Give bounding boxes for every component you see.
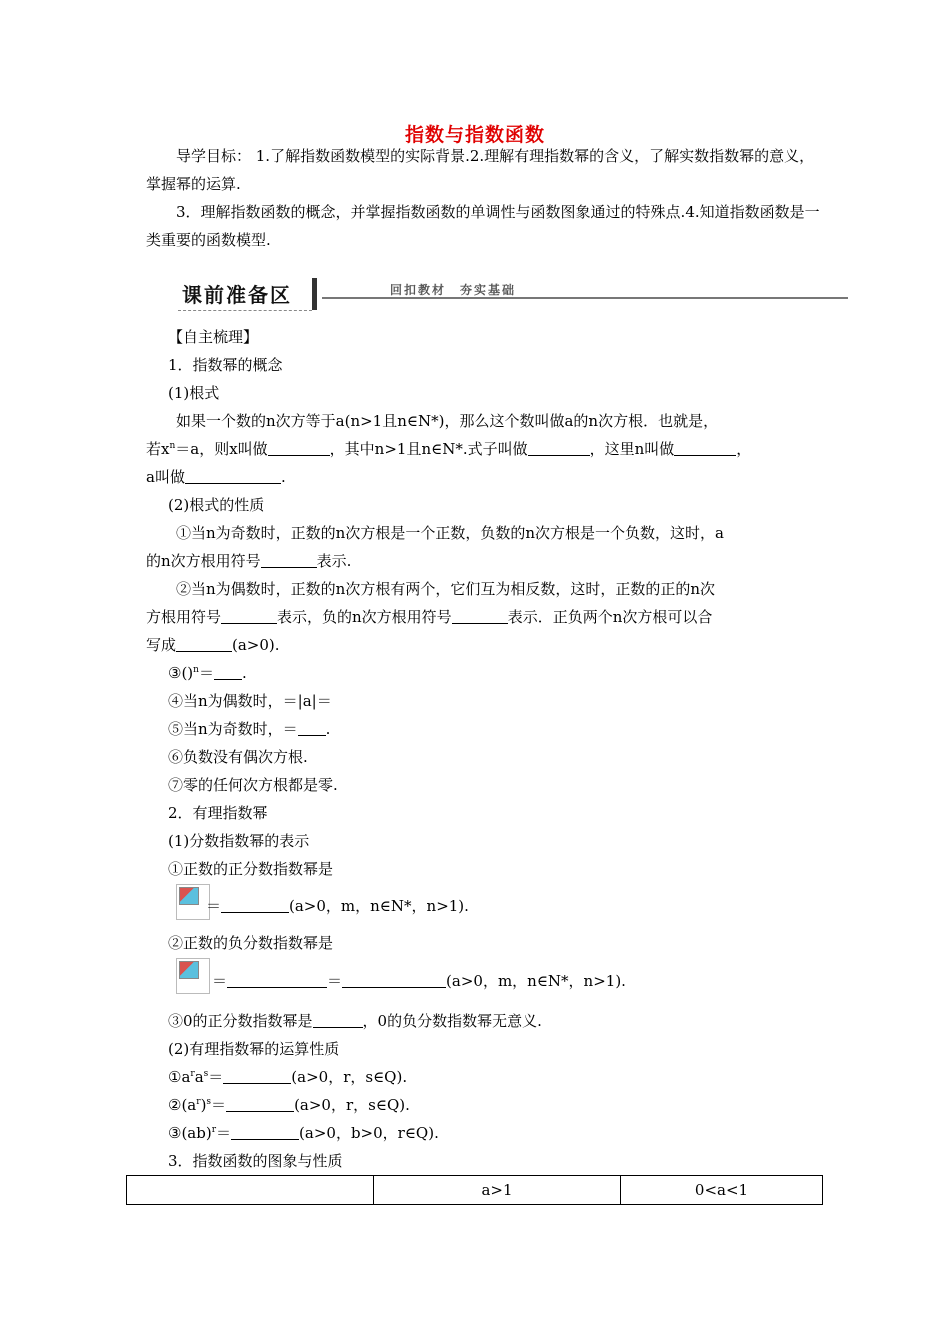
table-header-cell: 0<a<1 — [621, 1176, 823, 1205]
section-banner — [172, 276, 848, 312]
fraction-rule-2-label: ②正数的负分数指数幂是 — [168, 934, 334, 952]
learning-goals-1: 导学目标： 1.了解指数函数模型的实际背景.2.理解有理指数幂的含义，了解实数指数幂的意义，掌握幂的运算. — [146, 147, 815, 193]
answer-blank[interactable] — [261, 553, 317, 568]
fraction-rule-3: ③0的正分数指数幂是 ，0的负分数指数幂无意义. — [168, 1012, 542, 1030]
answer-blank[interactable] — [214, 665, 242, 680]
answer-blank[interactable] — [298, 721, 326, 736]
heading-3: 3．指数函数的图象与性质 — [168, 1152, 343, 1170]
operation-rule-3: ③(ab)$^r$＝ (a>0，b>0，r∈Q). — [168, 1124, 439, 1142]
subheading-2-1: (1)分数指数幂的表示 — [168, 832, 310, 850]
answer-blank[interactable] — [221, 609, 277, 624]
properties-table — [126, 1175, 823, 1205]
answer-blank[interactable] — [185, 469, 281, 484]
answer-blank[interactable] — [452, 609, 508, 624]
banner-divider — [312, 278, 317, 310]
fraction-rule-2: ＝ ＝ (a>0，m，n∈N*，n>1). — [212, 972, 626, 990]
property-2-line-2: 方根用符号 表示，负的n次方根用符号 表示．正负两个n次方根可以合 — [146, 608, 713, 626]
property-2-line-1: ②当n为偶数时，正数的n次方根有两个，它们互为相反数，这时，正数的正的n次 — [176, 580, 715, 598]
broken-image-icon — [179, 961, 199, 979]
page-title: 指数与指数函数 — [404, 124, 545, 146]
property-6: ⑥负数没有偶次方根. — [168, 748, 308, 766]
heading-1: 1．指数幂的概念 — [168, 356, 283, 374]
subheading-2-2: (2)有理指数幂的运算性质 — [168, 1040, 340, 1058]
answer-blank[interactable] — [227, 973, 327, 988]
property-1-line-1: ①当n为奇数时，正数的n次方根是一个正数，负数的n次方根是一个负数，这时，a — [176, 524, 724, 542]
definition-line-2: 若$x^n=a$，则x叫做 ，其中n>1且n∈N*.式子叫做 ，这里n叫做 ， — [146, 440, 752, 458]
formula-image — [176, 958, 210, 994]
section-label: 【自主梳理】 — [168, 328, 259, 346]
answer-blank[interactable] — [231, 1125, 299, 1140]
subheading-1-2: (2)根式的性质 — [168, 496, 265, 514]
definition-line-1: 如果一个数的n次方等于a(n>1且n∈N*)，那么这个数叫做a的n次方根．也就是， — [176, 412, 719, 430]
answer-blank[interactable] — [342, 973, 446, 988]
formula-image — [176, 884, 210, 920]
broken-image-icon — [179, 887, 199, 905]
answer-blank[interactable] — [221, 898, 289, 913]
subheading-1-1: (1)根式 — [168, 384, 220, 402]
answer-blank[interactable] — [313, 1013, 363, 1028]
table-row — [127, 1176, 823, 1205]
banner-subtitle: 回扣教材 夯实基础 — [390, 283, 517, 297]
operation-rule-2: $②(a^r)^s= (a>0$，r，s∈Q). — [168, 1096, 410, 1114]
answer-blank[interactable] — [674, 441, 736, 456]
property-5: ⑤当n为奇数时，＝ . — [168, 720, 331, 738]
definition-line-3: a叫做 . — [146, 468, 286, 486]
answer-blank[interactable] — [223, 1069, 291, 1084]
learning-goals-2: 3．理解指数函数的概念，并掌握指数函数的单调性与函数图象通过的特殊点.4.知道指数函数是一类重要的函数模型. — [146, 203, 820, 249]
operation-rule-1: $①a^ra^s= (a>0$，r，s∈Q). — [168, 1068, 408, 1086]
table-header-cell — [127, 1176, 374, 1205]
answer-blank[interactable] — [176, 637, 232, 652]
answer-blank[interactable] — [528, 441, 590, 456]
property-3: ③()$^n$＝ . — [168, 664, 247, 682]
answer-blank[interactable] — [268, 441, 330, 456]
heading-2: 2．有理指数幂 — [168, 804, 268, 822]
banner-title: 课前准备区 — [182, 283, 292, 307]
fraction-rule-1: ＝ (a>0，m，n∈N*，n>1). — [206, 897, 469, 915]
property-1-line-2: 的n次方根用符号 表示. — [146, 552, 352, 570]
property-2-line-3: 写成 (a>0). — [146, 636, 280, 654]
table-header-cell: a>1 — [374, 1176, 621, 1205]
property-7: ⑦零的任何次方根都是零. — [168, 776, 338, 794]
property-4: ④当n为偶数时，＝|a|＝ — [168, 692, 332, 710]
fraction-rule-1-label: ①正数的正分数指数幂是 — [168, 860, 334, 878]
answer-blank[interactable] — [226, 1097, 294, 1112]
